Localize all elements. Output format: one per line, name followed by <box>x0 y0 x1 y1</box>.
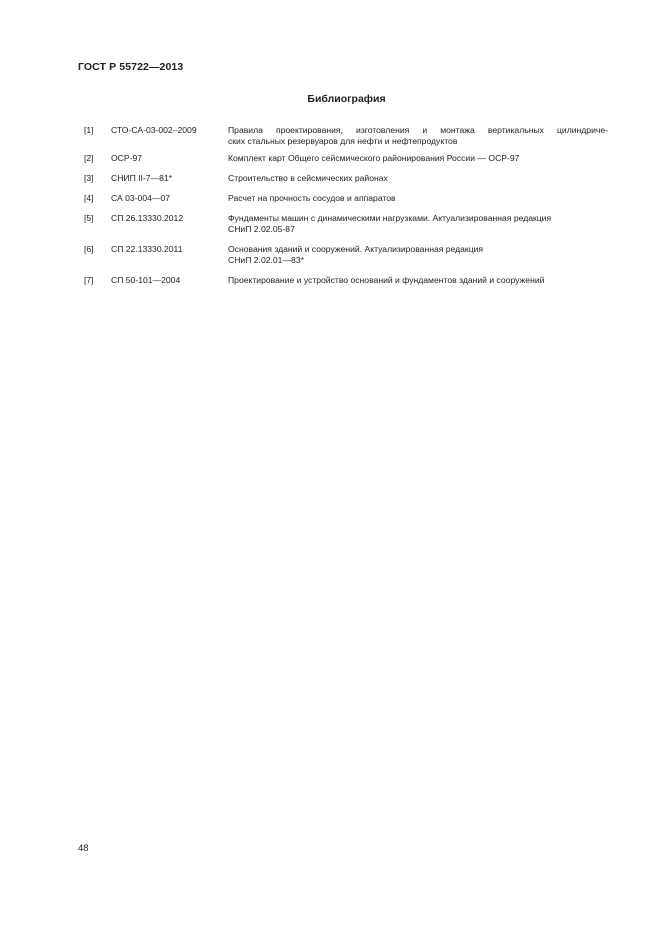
entry-code: СНИП II-7—81* <box>111 173 173 183</box>
document-code: ГОСТ Р 55722—2013 <box>78 61 184 73</box>
entry-description-line: ских стальных резервуаров для нефти и нефтепродуктов <box>228 136 458 146</box>
entry-number: [5] <box>84 213 94 223</box>
entry-code: СТО-СА-03-002–2009 <box>111 125 197 135</box>
entry-code: СП 22.13330.2011 <box>111 244 183 254</box>
bibliography-title <box>0 93 661 105</box>
bibliography-entry <box>84 125 608 147</box>
entry-description <box>228 125 608 147</box>
entry-description <box>228 275 608 286</box>
entry-number: [4] <box>84 193 94 203</box>
bibliography-entry <box>84 193 608 204</box>
entry-number: [3] <box>84 173 94 183</box>
entry-description-line: Строительство в сейсмических районах <box>228 173 388 183</box>
entry-code: СП 26.13330.2012 <box>111 213 184 223</box>
entry-number: [1] <box>84 125 94 135</box>
bibliography-entry <box>84 173 608 184</box>
entry-description-line: Фундаменты машин с динамическими нагрузками. Актуализированная редакция <box>228 213 552 223</box>
entry-description <box>228 213 608 235</box>
entry-description <box>228 153 608 164</box>
entry-description <box>228 193 608 204</box>
entry-number: [7] <box>84 275 94 285</box>
entry-description-line: Правила проектирования, изготовления и монтажа вертикальных цилиндриче- <box>228 125 608 135</box>
entry-code: СП 50-101—2004 <box>111 275 181 285</box>
bibliography-entry <box>84 275 608 286</box>
bibliography-entry <box>84 153 608 164</box>
entry-description-line: Комплект карт Общего сейсмического районирования России — ОСР-97 <box>228 153 520 163</box>
entry-description <box>228 173 608 184</box>
bibliography-list <box>84 125 608 286</box>
entry-number: [2] <box>84 153 94 163</box>
entry-code: ОСР-97 <box>111 153 143 163</box>
entry-description-line: Проектирование и устройство оснований и фундаментов зданий и сооружений <box>228 275 545 285</box>
bibliography-entry <box>84 244 608 266</box>
entry-description <box>228 244 608 266</box>
entry-description-line: Расчет на прочность сосудов и аппаратов <box>228 193 396 203</box>
entry-code: СА 03-004—07 <box>111 193 171 203</box>
entry-description-line: Основания зданий и сооружений. Актуализированная редакция <box>228 244 484 254</box>
entry-description-line: СНиП 2.02.05-87 <box>228 224 295 234</box>
page-number: 48 <box>78 843 89 854</box>
entry-description-line: СНиП 2.02.01—83* <box>228 255 304 265</box>
bibliography-entry <box>84 213 608 235</box>
bibliography-title-text: Библиография <box>307 93 386 105</box>
entry-number: [6] <box>84 244 94 254</box>
